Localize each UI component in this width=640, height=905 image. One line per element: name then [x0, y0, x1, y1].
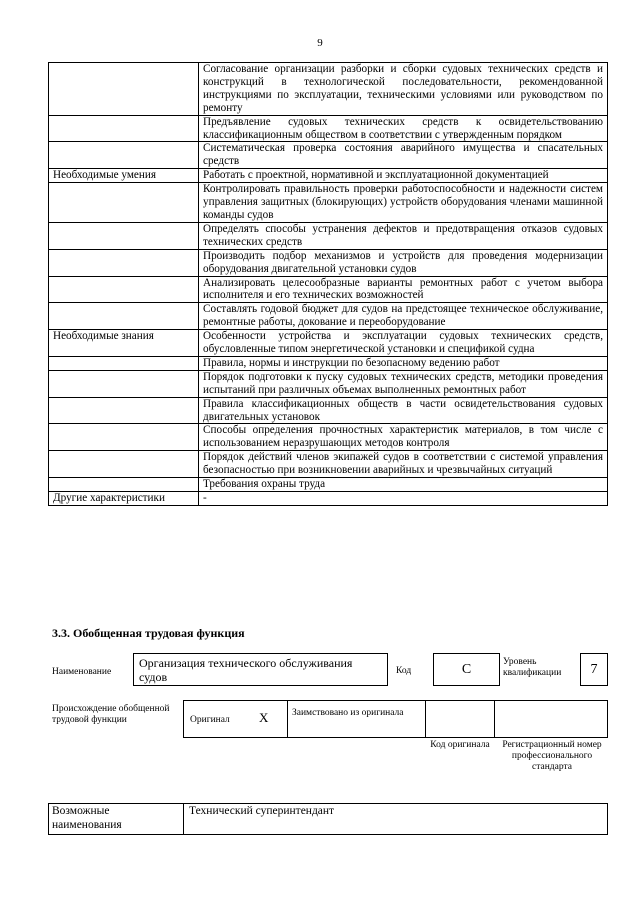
possible-names-value: Технический суперинтендант [189, 805, 335, 817]
row-text: Требования охраны труда [199, 478, 608, 492]
row-label [49, 451, 199, 478]
table-row [49, 169, 608, 183]
row-label [49, 249, 199, 276]
table-row [49, 303, 608, 330]
row-label [49, 222, 199, 249]
row-text: Работать с проектной, нормативной и эксплуатационной документацией [199, 169, 608, 183]
row-label [49, 424, 199, 451]
table-row [49, 222, 608, 249]
original-label: Оригинал [190, 715, 230, 725]
row-text: Систематическая проверка состояния аварийного имущества и спасательных средств [199, 142, 608, 169]
row-text: Согласование организации разборки и сборки судовых технических средств и конструкций в технологической последовательности, рекомендованной инструкциями по эксплуатации, техническими условиями или руководством по ремонту [199, 63, 608, 116]
table-row [49, 424, 608, 451]
row-label [49, 370, 199, 397]
origin-label: Происхождение обобщенной трудовой функции [52, 704, 170, 725]
borrowed-label: Заимствовано из оригинала [292, 708, 404, 718]
row-text: Предъявление судовых технических средств к освидетельствованию классификационным обществом в соответствии с утвержденным порядком [199, 115, 608, 142]
table-row [49, 63, 608, 116]
possible-names-label: Возможные наименования [52, 805, 122, 831]
table-row [49, 276, 608, 303]
table-row [49, 451, 608, 478]
level-label: Уровень квалификации [503, 657, 562, 678]
page-number: 9 [317, 37, 323, 49]
row-text: Производить подбор механизмов и устройств для проведения модернизации оборудования двигательной установки судов [199, 249, 608, 276]
original-mark: X [259, 710, 269, 725]
origin-box [183, 700, 608, 738]
competencies-table [48, 62, 608, 506]
name-value: Организация технического обслуживания судов [133, 653, 388, 686]
table-row [49, 492, 608, 506]
row-label [49, 276, 199, 303]
row-text: Порядок действий членов экипажей судов в соответствии с системой управления безопасностью при возникновении аварийных и чрезвычайных ситуаций [199, 451, 608, 478]
table-row [49, 370, 608, 397]
table-row [49, 249, 608, 276]
code-label: Код [396, 666, 412, 676]
table-row [49, 330, 608, 357]
table-row [49, 142, 608, 169]
row-text: Определять способы устранения дефектов и предотвращения отказов судовых технических средств [199, 222, 608, 249]
row-text: Анализировать целесообразные варианты ремонтных работ с учетом выбора исполнителя и его технических возможностей [199, 276, 608, 303]
table-row [49, 115, 608, 142]
row-label [49, 397, 199, 424]
table-row [49, 397, 608, 424]
row-label [49, 183, 199, 223]
row-label: Другие характеристики [49, 492, 199, 506]
level-value: 7 [580, 653, 608, 686]
row-text: Порядок подготовки к пуску судовых технических средств, методики проведения испытаний при различных объемах выполненных ремонтных работ [199, 370, 608, 397]
row-label [49, 142, 199, 169]
row-text: Особенности устройства и эксплуатации судовых технических средств, обусловленные типом энергетической установки и спецификой судна [199, 330, 608, 357]
row-label: Необходимые знания [49, 330, 199, 357]
row-text: Правила классификационных обществ в части освидетельствования судовых двигательных установок [199, 397, 608, 424]
name-label: Наименование [52, 667, 112, 677]
row-label [49, 303, 199, 330]
row-label: Необходимые умения [49, 169, 199, 183]
code-caption: Код оригинала [430, 740, 490, 750]
row-label [49, 356, 199, 370]
row-label [49, 63, 199, 116]
table-row [49, 356, 608, 370]
row-label [49, 478, 199, 492]
row-label [49, 115, 199, 142]
section-title: 3.3. Обобщенная трудовая функция [52, 626, 245, 640]
reg-caption: Регистрационный номер профессионального стандарта [502, 740, 602, 772]
code-value: C [433, 653, 500, 686]
row-text: Составлять годовой бюджет для судов на предстоящее техническое обслуживание, ремонтные работы, докование и переоборудование [199, 303, 608, 330]
row-text: Правила, нормы и инструкции по безопасному ведению работ [199, 356, 608, 370]
table-row [49, 183, 608, 223]
row-text: Контролировать правильность проверки работоспособности и надежности систем управления защитных (блокирующих) устройств оборудования членами машинной команды судов [199, 183, 608, 223]
table-row [49, 478, 608, 492]
row-text: - [199, 492, 608, 506]
row-text: Способы определения прочностных характеристик материалов, в том числе с использованием неразрушающих методов контроля [199, 424, 608, 451]
